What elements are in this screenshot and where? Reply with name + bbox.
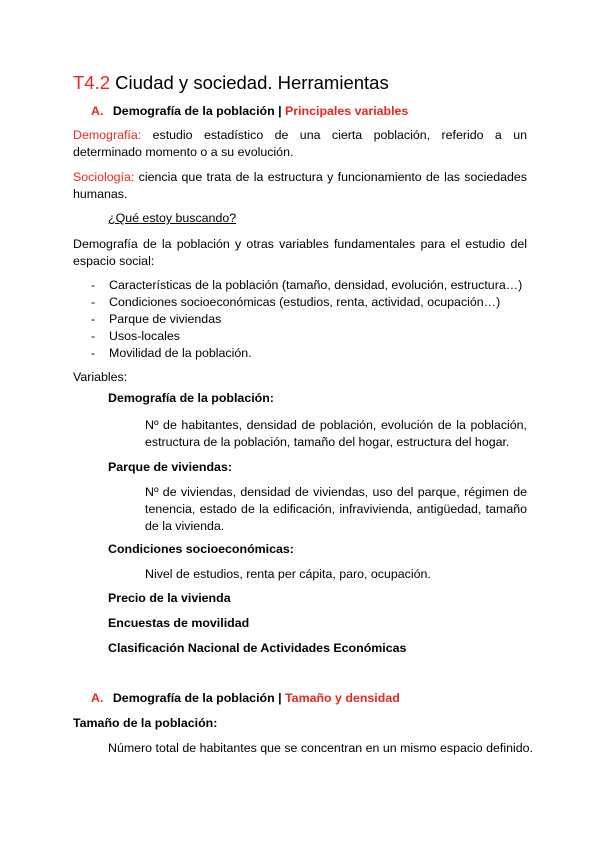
page-title xyxy=(73,72,389,94)
title-code: T4.2 xyxy=(73,72,111,93)
question-text: ¿Qué estoy buscando? xyxy=(108,211,237,225)
intro-paragraph: Demografía de la población y otras variables fundamentales para el estudio del espacio social: xyxy=(73,237,527,268)
list-item: - Movilidad de la población. xyxy=(91,345,522,362)
section-label: Demografía de la población | xyxy=(112,104,282,118)
list-item: - Parque de viviendas xyxy=(91,311,522,328)
section-heading-principales xyxy=(91,104,408,118)
list-item: - Condiciones socioeconómicas (estudios, renta, actividad, ocupación…) xyxy=(91,294,522,311)
list-item: - Características de la población (tamaño, densidad, evolución, estructura…) xyxy=(91,277,522,294)
tamano-heading: Tamaño de la población: xyxy=(73,716,218,730)
definition-term: Demografía: xyxy=(73,128,142,142)
section-highlight: Tamaño y densidad xyxy=(285,691,400,705)
var-parque-heading: Parque de viviendas: xyxy=(108,460,232,474)
characteristics-list xyxy=(91,277,522,362)
var-parque-text: Nº de viviendas, densidad de viviendas, uso del parque, régimen de tenencia, estado de la edificación, infravivienda, antigüedad, tamaño de la vivienda. xyxy=(145,485,527,533)
var-demografia-text: Nº de habitantes, densidad de población, evolución de la población, estructura de la población, tamaño del hogar, estructura del hogar. xyxy=(145,418,527,449)
variables-label: Variables: xyxy=(73,370,128,384)
title-text: Ciudad y sociedad. Herramientas xyxy=(115,72,389,93)
section-highlight: Principales variables xyxy=(285,104,409,118)
definition-text: ciencia que trata de la estructura y funcionamiento de las sociedades humanas. xyxy=(73,170,527,201)
var-clasificacion-heading: Clasificación Nacional de Actividades Económicas xyxy=(108,641,407,655)
var-demografia-heading: Demografía de la población: xyxy=(108,391,274,405)
section-letter: A. xyxy=(91,691,104,705)
section-label: Demografía de la población | xyxy=(112,691,282,705)
var-encuestas-heading: Encuestas de movilidad xyxy=(108,616,250,630)
list-item: - Usos-locales xyxy=(91,328,522,345)
definition-term: Sociología: xyxy=(73,170,135,184)
var-condiciones-heading: Condiciones socioeconómicas: xyxy=(108,542,294,556)
section-heading-tamano xyxy=(91,691,400,705)
definition-demografia xyxy=(73,127,527,161)
definition-sociologia xyxy=(73,169,527,203)
tamano-text: Número total de habitantes que se concentran en un mismo espacio definido. xyxy=(108,741,533,755)
section-letter: A. xyxy=(91,104,104,118)
var-condiciones-text: Nivel de estudios, renta per cápita, paro, ocupación. xyxy=(145,567,431,581)
var-precio-heading: Precio de la vivienda xyxy=(108,591,231,605)
definition-text: estudio estadístico de una cierta población, referido a un determinado momento o a su evolución. xyxy=(73,128,528,159)
